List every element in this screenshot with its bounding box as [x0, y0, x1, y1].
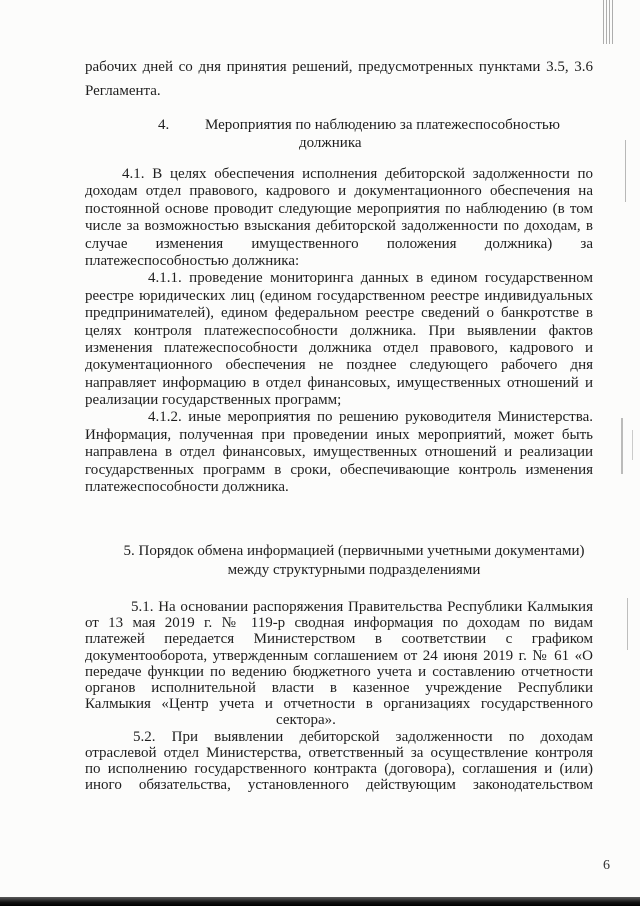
- scan-edge-shadow: [0, 897, 640, 906]
- paragraph-line: Калмыкия «Центр учета и отчетности в организациях государственного: [85, 696, 593, 713]
- paragraph-line: платежей передается Министерством в соответствии с графиком: [85, 631, 593, 648]
- section-number: 4.: [158, 117, 170, 133]
- section-title-line: должника: [299, 135, 362, 151]
- paragraph-line: случае изменения имущественного положения должника) за: [85, 235, 593, 252]
- paragraph-4-1-2: [85, 409, 593, 496]
- paragraph-4-1: [85, 166, 593, 270]
- scan-noise: [632, 430, 633, 460]
- paragraph-line: платежеспособности должника.: [85, 479, 289, 496]
- scan-noise: [625, 140, 626, 202]
- paragraph-line: передаче функции по ведению бюджетного учета и составлению отчетности: [85, 663, 593, 680]
- paragraph-line: государственных программ в сроки, обеспечивающие контроль изменения: [85, 461, 593, 478]
- section-title-line: между структурными подразделениями: [227, 562, 481, 578]
- paragraph-line: по исполнению государственного контракта (договора), соглашения и (или): [85, 760, 593, 777]
- paragraph-line: органов исполнительной власти в казенное учреждение Республики: [85, 679, 593, 696]
- paragraph-line: изменения платежеспособности должника отдел правового, кадрового и: [85, 339, 593, 356]
- paragraph-line: 5.1. На основании распоряжения Правительства Республики Калмыкия: [131, 599, 593, 615]
- section-5-body: [85, 599, 593, 793]
- section-4-body: [85, 166, 593, 496]
- paragraph-line: числе за возможностью взыскания дебиторской задолженности по доходам, в: [85, 218, 593, 235]
- section-heading: [158, 116, 560, 134]
- paragraph-line: направлена в отдел финансовых, имущественных отношений и реализации: [85, 444, 593, 461]
- paragraph-line: Регламента.: [85, 83, 161, 99]
- paragraph-line: иного обязательства, установленного действующим законодательством: [85, 777, 593, 794]
- scan-noise: [621, 418, 623, 474]
- paragraph-line: целях контроля платежеспособности должника. При выявлении фактов: [85, 322, 593, 339]
- scan-noise: [627, 598, 628, 650]
- paragraph-line: реализации государственных программ;: [85, 392, 342, 409]
- paragraph-line: от 13 мая 2019 г. № 119-р сводная информация по доходам по видам: [85, 615, 593, 632]
- section-title-line: 5. Порядок обмена информацией (первичными учетными документами): [123, 543, 585, 559]
- section-title-line: Мероприятия по наблюдению за платежеспособностью: [205, 117, 560, 133]
- paragraph-5-2: [85, 729, 593, 794]
- paragraph-5-1: [85, 599, 593, 729]
- paragraph-line: документационного обеспечения не позднее следующего рабочего дня: [85, 357, 593, 374]
- paragraph-line: Информация, полученная при проведении иных мероприятий, может быть: [85, 426, 593, 443]
- paragraph-line: 4.1.1. проведение мониторинга данных в едином государственном: [148, 270, 593, 287]
- paragraph-line: 4.1.2. иные мероприятия по решению руководителя Министерства.: [148, 409, 593, 426]
- paragraph-line: платежеспособностью должника:: [85, 252, 300, 269]
- paragraph-line: отраслевой отдел Министерства, ответственный за осуществление контроля: [85, 744, 593, 761]
- paragraph-line: 4.1. В целях обеспечения исполнения дебиторской задолженности по: [122, 166, 593, 182]
- intro-paragraph: [85, 58, 593, 100]
- paragraph-line: постоянной основе проводит следующие мероприятия по наблюдению (в том: [85, 200, 593, 217]
- paragraph-line: сектора».: [276, 712, 336, 729]
- section-heading: [100, 542, 608, 580]
- scan-noise: [603, 0, 613, 44]
- paragraph-line: 5.2. При выявлении дебиторской задолженности по доходам: [133, 728, 593, 745]
- paragraph-4-1-1: [85, 270, 593, 409]
- paragraph-line: документооборота, утвержденным соглашением от 24 июня 2019 г. № 61 «О: [85, 647, 593, 664]
- paragraph-line: доходам отдел правового, кадрового и документационного обеспечения на: [85, 183, 593, 200]
- paragraph-line: рабочих дней со дня принятия решений, предусмотренных пунктами 3.5, 3.6: [85, 59, 593, 75]
- paragraph-line: реестре юридических лиц (едином государственном реестре индивидуальных: [85, 287, 593, 304]
- page-number: 6: [603, 858, 610, 873]
- paragraph-line: направляет информацию в отдел финансовых, имущественных отношений и: [85, 374, 593, 391]
- paragraph-line: предпринимателей), едином федеральном реестре сведений о банкротстве в: [85, 305, 593, 322]
